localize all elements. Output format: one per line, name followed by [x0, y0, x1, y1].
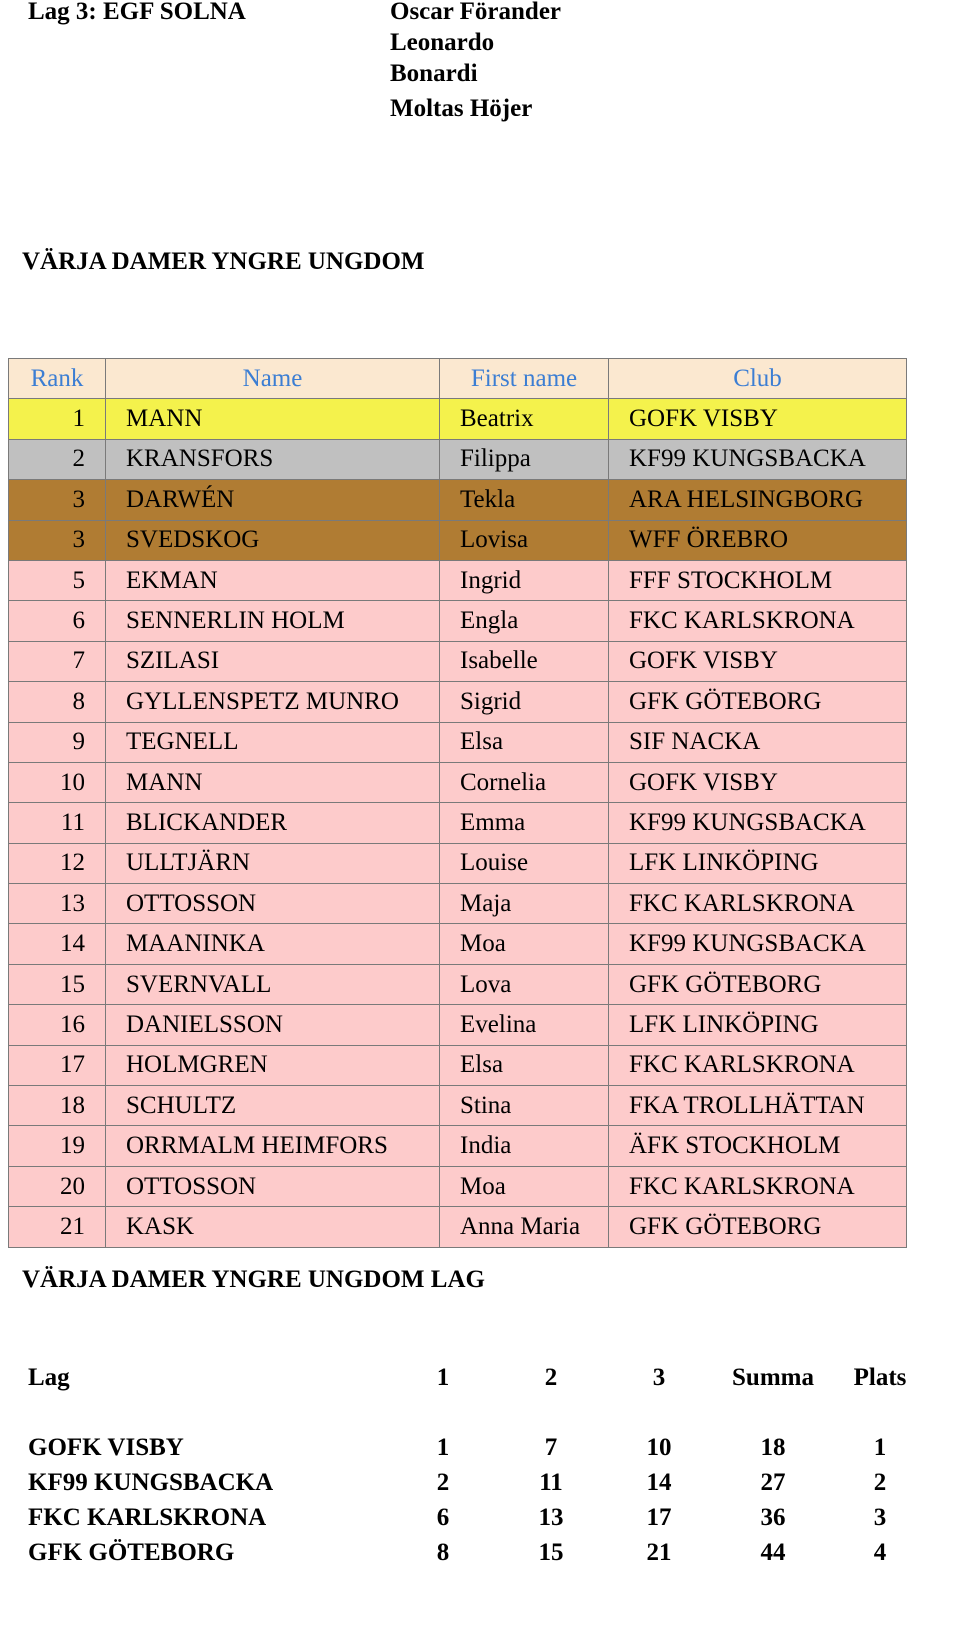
results-body [9, 399, 907, 1247]
team-score-3: 14 [646, 1469, 672, 1496]
club-cell: FKC KARLSKRONA [609, 601, 907, 641]
team-header-1: 1 [436, 1364, 450, 1391]
rank-cell: 10 [9, 762, 106, 802]
table-row [9, 520, 907, 560]
club-cell: FKC KARLSKRONA [609, 884, 907, 924]
first-name-cell: Moa [440, 1166, 609, 1206]
first-name-cell: Tekla [440, 480, 609, 520]
rank-cell: 21 [9, 1207, 106, 1247]
team-score-3: 21 [646, 1539, 672, 1566]
name-cell: MANN [106, 762, 440, 802]
team-summa: 36 [760, 1504, 786, 1531]
team-plats: 1 [873, 1434, 887, 1461]
first-name-cell: Louise [440, 843, 609, 883]
team-row [28, 1504, 938, 1540]
section-title-team: VÄRJA DAMER YNGRE UNGDOM LAG [22, 1266, 485, 1293]
first-name-cell: Evelina [440, 1005, 609, 1045]
team-header-plats: Plats [853, 1364, 907, 1391]
name-cell: SVERNVALL [106, 964, 440, 1004]
name-cell: SENNERLIN HOLM [106, 601, 440, 641]
team-summa: 27 [760, 1469, 786, 1496]
team-member: Bonardi [390, 60, 478, 87]
club-cell: LFK LINKÖPING [609, 843, 907, 883]
name-cell: KRANSFORS [106, 439, 440, 479]
name-cell: SCHULTZ [106, 1086, 440, 1126]
name-cell: OTTOSSON [106, 1166, 440, 1206]
table-row [9, 601, 907, 641]
first-name-cell: Elsa [440, 722, 609, 762]
club-cell: GFK GÖTEBORG [609, 964, 907, 1004]
table-row [9, 1086, 907, 1126]
rank-cell: 16 [9, 1005, 106, 1045]
team-summa: 18 [760, 1434, 786, 1461]
rank-cell: 15 [9, 964, 106, 1004]
club-cell: FKC KARLSKRONA [609, 1166, 907, 1206]
rank-cell: 3 [9, 520, 106, 560]
name-cell: SVEDSKOG [106, 520, 440, 560]
team-score-2: 11 [539, 1469, 563, 1496]
club-cell: FKA TROLLHÄTTAN [609, 1086, 907, 1126]
name-cell: KASK [106, 1207, 440, 1247]
name-cell: MANN [106, 399, 440, 439]
team-score-3: 17 [646, 1504, 672, 1531]
team-score-2: 7 [544, 1434, 558, 1461]
table-row [9, 1126, 907, 1166]
club-cell: GOFK VISBY [609, 641, 907, 681]
table-row [9, 803, 907, 843]
club-cell: GOFK VISBY [609, 762, 907, 802]
club-cell: LFK LINKÖPING [609, 1005, 907, 1045]
rank-cell: 14 [9, 924, 106, 964]
rank-cell: 9 [9, 722, 106, 762]
rank-cell: 19 [9, 1126, 106, 1166]
first-name-cell: Anna Maria [440, 1207, 609, 1247]
first-name-cell: Moa [440, 924, 609, 964]
first-name-cell: Engla [440, 601, 609, 641]
team-header-2: 2 [544, 1364, 558, 1391]
first-name-cell: Maja [440, 884, 609, 924]
table-row [9, 1207, 907, 1247]
table-row [9, 1045, 907, 1085]
club-cell: KF99 KUNGSBACKA [609, 924, 907, 964]
first-name-cell: Lovisa [440, 520, 609, 560]
rank-cell: 6 [9, 601, 106, 641]
rank-cell: 2 [9, 439, 106, 479]
name-cell: ORRMALM HEIMFORS [106, 1126, 440, 1166]
rank-cell: 13 [9, 884, 106, 924]
first-name-cell: Cornelia [440, 762, 609, 802]
team-summa: 44 [760, 1539, 786, 1566]
rank-cell: 17 [9, 1045, 106, 1085]
first-name-cell: Filippa [440, 439, 609, 479]
rank-cell: 11 [9, 803, 106, 843]
table-row [9, 439, 907, 479]
name-cell: DARWÉN [106, 480, 440, 520]
team-plats: 2 [873, 1469, 887, 1496]
first-name-cell: Elsa [440, 1045, 609, 1085]
team-name-cell: KF99 KUNGSBACKA [28, 1469, 274, 1496]
header-club: Club [609, 359, 907, 399]
club-cell: GFK GÖTEBORG [609, 1207, 907, 1247]
team-member: Oscar Förander [390, 0, 562, 25]
table-row [9, 924, 907, 964]
first-name-cell: Stina [440, 1086, 609, 1126]
header-first-name: First name [440, 359, 609, 399]
header-name: Name [106, 359, 440, 399]
table-row [9, 1005, 907, 1045]
club-cell: ARA HELSINGBORG [609, 480, 907, 520]
first-name-cell: Isabelle [440, 641, 609, 681]
header-rank: Rank [9, 359, 106, 399]
team-row [28, 1434, 938, 1470]
team-member: Moltas Höjer [390, 95, 533, 122]
club-cell: ÄFK STOCKHOLM [609, 1126, 907, 1166]
first-name-cell: Beatrix [440, 399, 609, 439]
team-name-cell: FKC KARLSKRONA [28, 1504, 267, 1531]
team-plats: 4 [873, 1539, 887, 1566]
section-title-individual: VÄRJA DAMER YNGRE UNGDOM [22, 248, 425, 275]
team-plats: 3 [873, 1504, 887, 1531]
table-row [9, 843, 907, 883]
name-cell: EKMAN [106, 560, 440, 600]
rank-cell: 12 [9, 843, 106, 883]
first-name-cell: Ingrid [440, 560, 609, 600]
table-row [9, 722, 907, 762]
results-header-row [9, 359, 907, 399]
name-cell: BLICKANDER [106, 803, 440, 843]
first-name-cell: Emma [440, 803, 609, 843]
team-score-2: 15 [538, 1539, 564, 1566]
name-cell: SZILASI [106, 641, 440, 681]
table-row [9, 480, 907, 520]
first-name-cell: Lova [440, 964, 609, 1004]
rank-cell: 7 [9, 641, 106, 681]
rank-cell: 8 [9, 682, 106, 722]
name-cell: MAANINKA [106, 924, 440, 964]
rank-cell: 18 [9, 1086, 106, 1126]
table-row [9, 560, 907, 600]
first-name-cell: India [440, 1126, 609, 1166]
club-cell: WFF ÖREBRO [609, 520, 907, 560]
team-table-header [28, 1364, 938, 1400]
team-name-cell: GFK GÖTEBORG [28, 1539, 235, 1566]
table-row [9, 1166, 907, 1206]
team-score-1: 2 [436, 1469, 450, 1496]
team-score-3: 10 [646, 1434, 672, 1461]
name-cell: TEGNELL [106, 722, 440, 762]
top-team-label: Lag 3: EGF SOLNA [28, 0, 246, 25]
club-cell: KF99 KUNGSBACKA [609, 803, 907, 843]
team-score-1: 8 [436, 1539, 450, 1566]
club-cell: FFF STOCKHOLM [609, 560, 907, 600]
team-row [28, 1539, 938, 1575]
team-header-lag: Lag [28, 1364, 70, 1391]
club-cell: GFK GÖTEBORG [609, 682, 907, 722]
team-name-cell: GOFK VISBY [28, 1434, 184, 1461]
team-member: Leonardo [390, 29, 495, 56]
club-cell: SIF NACKA [609, 722, 907, 762]
rank-cell: 5 [9, 560, 106, 600]
club-cell: GOFK VISBY [609, 399, 907, 439]
team-header-summa: Summa [732, 1364, 814, 1391]
rank-cell: 20 [9, 1166, 106, 1206]
name-cell: DANIELSSON [106, 1005, 440, 1045]
table-row [9, 682, 907, 722]
table-row [9, 399, 907, 439]
team-header-3: 3 [652, 1364, 666, 1391]
name-cell: GYLLENSPETZ MUNRO [106, 682, 440, 722]
club-cell: FKC KARLSKRONA [609, 1045, 907, 1085]
name-cell: OTTOSSON [106, 884, 440, 924]
name-cell: HOLMGREN [106, 1045, 440, 1085]
rank-cell: 1 [9, 399, 106, 439]
club-cell: KF99 KUNGSBACKA [609, 439, 907, 479]
team-score-1: 6 [436, 1504, 450, 1531]
rank-cell: 3 [9, 480, 106, 520]
team-score-2: 13 [538, 1504, 564, 1531]
team-score-1: 1 [436, 1434, 450, 1461]
team-row [28, 1469, 938, 1505]
name-cell: ULLTJÄRN [106, 843, 440, 883]
table-row [9, 762, 907, 802]
first-name-cell: Sigrid [440, 682, 609, 722]
results-table [8, 358, 907, 1248]
table-row [9, 884, 907, 924]
table-row [9, 964, 907, 1004]
table-row [9, 641, 907, 681]
